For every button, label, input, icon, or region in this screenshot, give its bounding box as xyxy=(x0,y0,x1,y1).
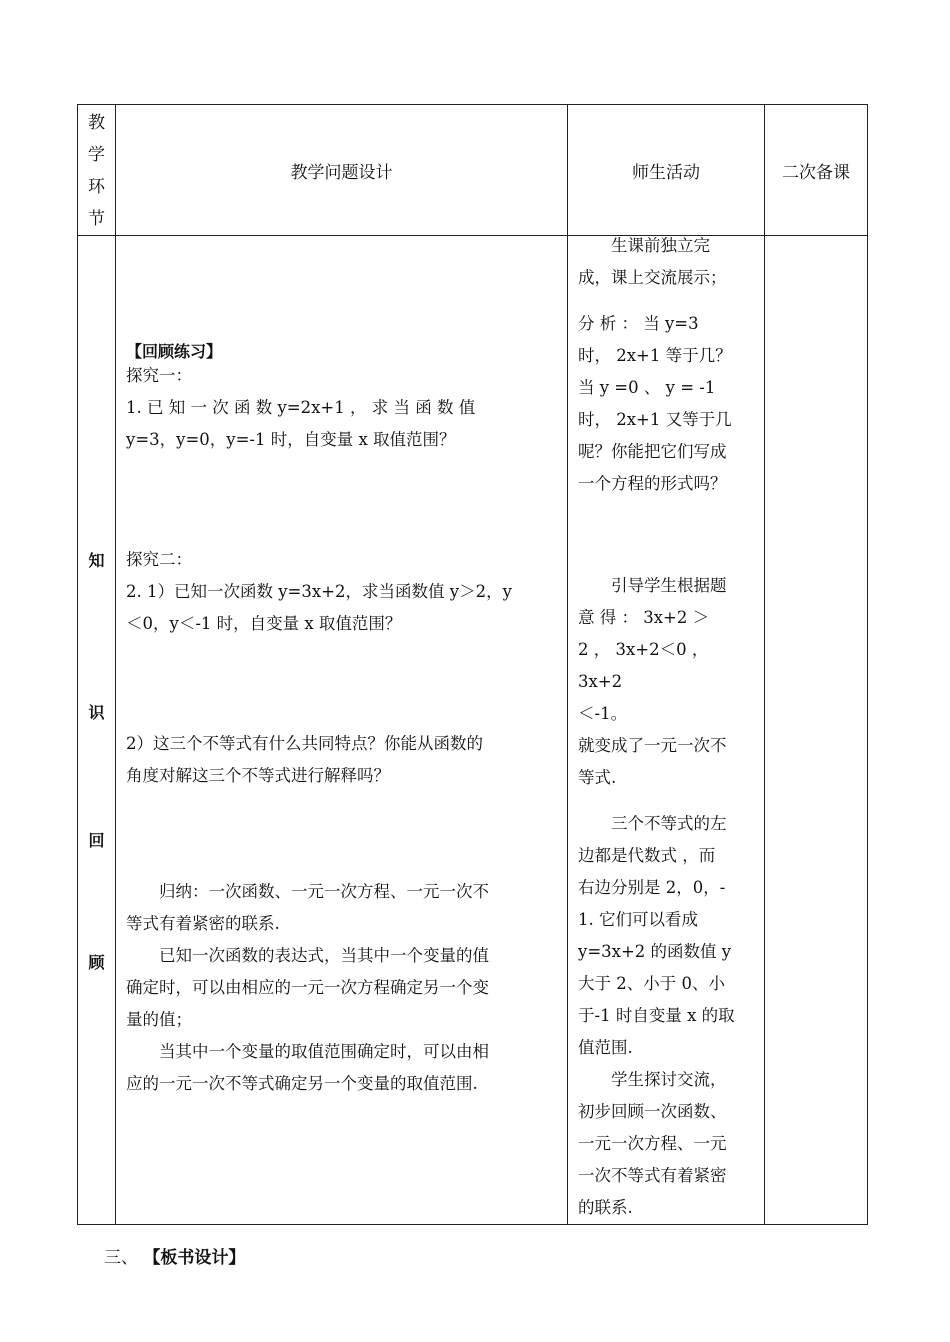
footer-prefix: 三、 xyxy=(104,1248,138,1268)
summary-text: 等式有着紧密的联系. xyxy=(126,914,280,933)
explore2-question1: ＜0，y＜-1 时，自变量 x 取值范围？ xyxy=(126,614,402,633)
stage-cell xyxy=(78,236,116,1225)
summary-text: 应的一元一次不等式确定另一个变量的取值范围. xyxy=(126,1074,478,1093)
header-stage-char: 环 xyxy=(88,177,105,197)
activity-text: 一次不等式有着紧密 xyxy=(578,1166,727,1185)
explore1-question: 1. 已 知 一 次 函 数 y=2x+1 ， 求 当 函 数 值 xyxy=(126,398,476,417)
activity-text: 三个不等式的左 xyxy=(611,814,727,833)
header-prep-cell xyxy=(765,105,868,236)
explore2-question1: 2. 1）已知一次函数 y=3x+2，求当函数值 y＞2，y xyxy=(126,582,512,601)
activity-text: 时， 2x+1 等于几？ xyxy=(578,346,732,365)
activity-cell xyxy=(568,236,765,1225)
activity-text: 呢？你能把它们写成 xyxy=(578,442,727,461)
activity-text: 学生探讨交流， xyxy=(611,1070,727,1089)
stage-char: 识 xyxy=(88,703,105,722)
activity-text: 就变成了一元一次不 xyxy=(578,736,727,755)
stage-char: 顾 xyxy=(88,953,105,972)
summary-text: 当其中一个变量的取值范围确定时，可以由相 xyxy=(159,1042,489,1061)
activity-text: 边都是代数式 ，而 xyxy=(578,846,716,865)
activity-text: 2 ， 3x+2＜0 ， 3x+2 xyxy=(578,640,709,691)
header-stage-char: 节 xyxy=(88,209,105,229)
activity-text: 大于 2、小于 0、小 xyxy=(578,974,725,993)
activity-text: ＜-1。 xyxy=(578,704,628,723)
activity-text: 右边分别是 2，0，- xyxy=(578,878,726,897)
header-design-cell xyxy=(116,105,568,236)
activity-text: 1. 它们可以看成 xyxy=(578,910,698,929)
explore2-title: 探究二： xyxy=(126,550,192,569)
activity-text: y=3x+2 的函数值 y xyxy=(578,942,732,961)
activity-text: 时， 2x+1 又等于几 xyxy=(578,410,732,429)
summary-text: 确定时，可以由相应的一元一次方程确定另一个变 xyxy=(126,978,489,997)
activity-text: 等式. xyxy=(578,768,617,787)
stage-char: 回 xyxy=(88,831,105,850)
summary-text: 已知一次函数的表达式，当其中一个变量的值 xyxy=(159,946,489,965)
explore1-question: y=3，y=0，y=-1 时，自变量 x 取值范围？ xyxy=(126,430,456,449)
section-title: 【回顾练习】 xyxy=(126,342,223,361)
summary-text: 归纳：一次函数、一元一次方程、一元一次不 xyxy=(159,882,489,901)
activity-text: 分 析 ： 当 y=3 xyxy=(578,314,699,333)
activity-text: 当 y =0 、 y = -1 xyxy=(578,378,716,397)
stage-char: 知 xyxy=(88,551,105,570)
header-prep: 二次备课 xyxy=(782,162,850,183)
summary-text: 量的值； xyxy=(126,1010,192,1029)
activity-text: 初步回顾一次函数、 xyxy=(578,1102,727,1121)
activity-text: 意 得 ： 3x+2 ＞ xyxy=(578,608,710,627)
prep-cell xyxy=(765,236,868,1225)
header-activity: 师生活动 xyxy=(632,162,700,183)
explore2-question2: 角度对解这三个不等式进行解释吗？ xyxy=(126,766,390,785)
activity-text: 成，课上交流展示； xyxy=(578,268,727,287)
header-row xyxy=(78,105,868,236)
header-design: 教学问题设计 xyxy=(290,162,393,183)
activity-text: 一个方程的形式吗？ xyxy=(578,474,727,493)
header-stage-char: 教 xyxy=(88,113,105,133)
body-row xyxy=(78,236,868,1225)
header-stage-cell xyxy=(78,105,116,236)
activity-text: 的联系. xyxy=(578,1198,633,1217)
lesson-table xyxy=(77,104,868,1225)
header-activity-cell xyxy=(568,105,765,236)
activity-text: 生课前独立完 xyxy=(611,236,710,255)
activity-text: 引导学生根据题 xyxy=(611,576,727,595)
explore1-title: 探究一： xyxy=(126,366,192,385)
activity-text: 值范围. xyxy=(578,1038,633,1057)
activity-text: 一元一次方程、一元 xyxy=(578,1134,727,1153)
activity-text: 于-1 时自变量 x 的取 xyxy=(578,1006,735,1025)
board-design-heading xyxy=(104,1243,245,1268)
header-stage-char: 学 xyxy=(88,145,105,165)
explore2-question2: 2）这三个不等式有什么共同特点？你能从函数的 xyxy=(126,734,483,753)
footer-title: 【板书设计】 xyxy=(143,1248,246,1268)
design-cell xyxy=(116,236,568,1225)
